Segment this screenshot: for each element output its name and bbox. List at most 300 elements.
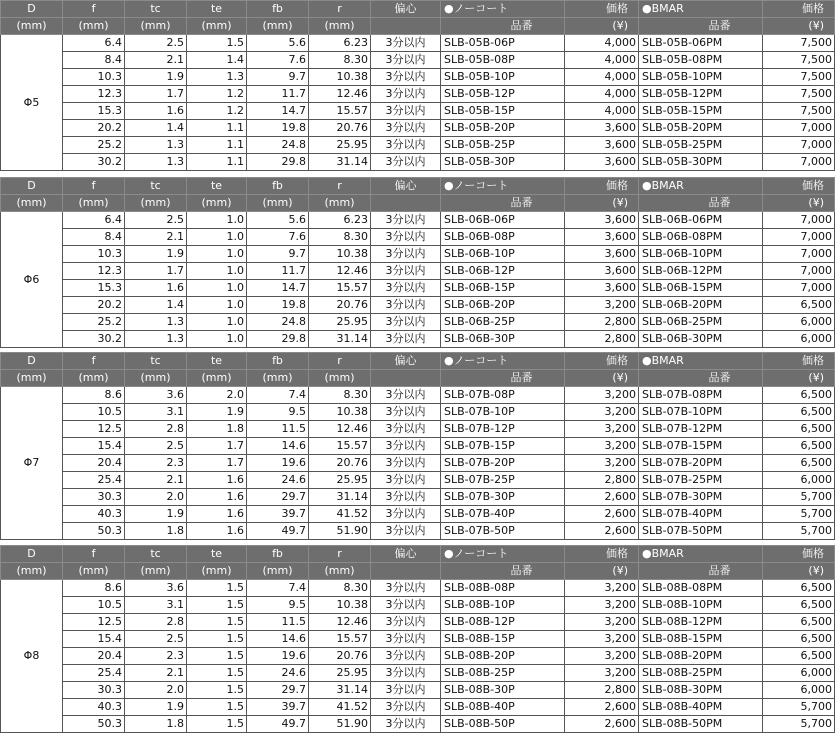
tc-cell: 1.8: [125, 523, 187, 540]
bmar-price-cell: 6,000: [763, 331, 835, 348]
r-cell: 15.57: [309, 631, 371, 648]
nocoat-part-no-cell: SLB-08B-30P: [441, 682, 565, 699]
bmar-part-no-cell: SLB-07B-50PM: [639, 523, 763, 540]
bmar-price-cell: 6,500: [763, 387, 835, 404]
te-cell: 1.6: [187, 489, 247, 506]
tc-cell: 3.6: [125, 580, 187, 597]
te-cell: 1.5: [187, 631, 247, 648]
nocoat-price-cell: 4,000: [565, 103, 639, 120]
nocoat-price-cell: 3,200: [565, 597, 639, 614]
nocoat-part-no-cell: SLB-07B-15P: [441, 438, 565, 455]
bmar-part-no-cell: SLB-07B-12PM: [639, 421, 763, 438]
header-cell: [371, 370, 441, 387]
eccentricity-cell: 3分以内: [371, 69, 441, 86]
header-cell: r: [309, 178, 371, 195]
r-cell: 12.46: [309, 614, 371, 631]
tc-cell: 2.1: [125, 229, 187, 246]
fb-cell: 11.7: [247, 86, 309, 103]
f-cell: 30.2: [63, 154, 125, 171]
header-cell: 価格: [565, 353, 639, 370]
eccentricity-cell: 3分以内: [371, 212, 441, 229]
te-cell: 1.4: [187, 52, 247, 69]
nocoat-part-no-cell: SLB-06B-15P: [441, 280, 565, 297]
header-cell: (mm): [309, 370, 371, 387]
te-cell: 1.3: [187, 69, 247, 86]
r-cell: 51.90: [309, 523, 371, 540]
nocoat-part-no-cell: SLB-07B-50P: [441, 523, 565, 540]
bmar-price-cell: 7,500: [763, 86, 835, 103]
header-row: [1, 370, 835, 387]
table-row: [1, 597, 835, 614]
header-cell: ●ノーコート: [441, 353, 565, 370]
r-cell: 6.23: [309, 212, 371, 229]
bmar-price-cell: 6,500: [763, 438, 835, 455]
diameter-cell: Φ5: [1, 35, 63, 171]
nocoat-part-no-cell: SLB-07B-30P: [441, 489, 565, 506]
header-cell: ●BMAR: [639, 546, 763, 563]
table-row: [1, 438, 835, 455]
bmar-part-no-cell: SLB-05B-10PM: [639, 69, 763, 86]
header-cell: 価格: [565, 546, 639, 563]
fb-cell: 9.7: [247, 69, 309, 86]
spec-table: [0, 352, 835, 540]
r-cell: 20.76: [309, 455, 371, 472]
nocoat-price-cell: 2,600: [565, 716, 639, 733]
r-cell: 10.38: [309, 246, 371, 263]
nocoat-part-no-cell: SLB-08B-08P: [441, 580, 565, 597]
header-row: [1, 353, 835, 370]
bmar-price-cell: 6,000: [763, 314, 835, 331]
bmar-part-no-cell: SLB-07B-40PM: [639, 506, 763, 523]
tc-cell: 1.4: [125, 297, 187, 314]
table-row: [1, 404, 835, 421]
te-cell: 1.0: [187, 280, 247, 297]
spec-table: [0, 177, 835, 348]
nocoat-part-no-cell: SLB-08B-10P: [441, 597, 565, 614]
header-cell: (mm): [63, 370, 125, 387]
f-cell: 12.3: [63, 263, 125, 280]
header-cell: (mm): [125, 563, 187, 580]
table-row: [1, 35, 835, 52]
r-cell: 25.95: [309, 472, 371, 489]
table-row: [1, 280, 835, 297]
header-cell: fb: [247, 178, 309, 195]
header-row: [1, 546, 835, 563]
nocoat-price-cell: 2,800: [565, 331, 639, 348]
header-cell: D: [1, 178, 63, 195]
f-cell: 30.2: [63, 331, 125, 348]
f-cell: 20.4: [63, 455, 125, 472]
f-cell: 6.4: [63, 212, 125, 229]
tc-cell: 1.3: [125, 154, 187, 171]
header-cell: tc: [125, 353, 187, 370]
header-cell: [371, 195, 441, 212]
te-cell: 1.5: [187, 35, 247, 52]
header-cell: 品番: [639, 563, 763, 580]
header-cell: 偏心: [371, 178, 441, 195]
bmar-price-cell: 6,500: [763, 648, 835, 665]
tc-cell: 2.5: [125, 438, 187, 455]
nocoat-part-no-cell: SLB-07B-12P: [441, 421, 565, 438]
bmar-part-no-cell: SLB-08B-40PM: [639, 699, 763, 716]
eccentricity-cell: 3分以内: [371, 472, 441, 489]
eccentricity-cell: 3分以内: [371, 280, 441, 297]
header-cell: 品番: [441, 370, 565, 387]
te-cell: 1.5: [187, 597, 247, 614]
f-cell: 25.4: [63, 472, 125, 489]
r-cell: 6.23: [309, 35, 371, 52]
tc-cell: 2.5: [125, 212, 187, 229]
nocoat-price-cell: 2,800: [565, 314, 639, 331]
fb-cell: 7.6: [247, 52, 309, 69]
header-cell: (¥): [565, 563, 639, 580]
header-cell: ●ノーコート: [441, 178, 565, 195]
f-cell: 20.4: [63, 648, 125, 665]
nocoat-part-no-cell: SLB-05B-30P: [441, 154, 565, 171]
header-row: [1, 563, 835, 580]
header-cell: (mm): [63, 563, 125, 580]
r-cell: 10.38: [309, 69, 371, 86]
fb-cell: 14.6: [247, 631, 309, 648]
f-cell: 10.3: [63, 246, 125, 263]
f-cell: 50.3: [63, 716, 125, 733]
te-cell: 1.7: [187, 438, 247, 455]
bmar-part-no-cell: SLB-06B-08PM: [639, 229, 763, 246]
nocoat-price-cell: 3,200: [565, 297, 639, 314]
table-row: [1, 387, 835, 404]
tc-cell: 2.5: [125, 35, 187, 52]
r-cell: 41.52: [309, 699, 371, 716]
bmar-part-no-cell: SLB-06B-06PM: [639, 212, 763, 229]
table-row: [1, 246, 835, 263]
fb-cell: 19.8: [247, 297, 309, 314]
r-cell: 8.30: [309, 387, 371, 404]
bmar-price-cell: 5,700: [763, 506, 835, 523]
eccentricity-cell: 3分以内: [371, 682, 441, 699]
bmar-price-cell: 7,000: [763, 263, 835, 280]
bmar-part-no-cell: SLB-08B-08PM: [639, 580, 763, 597]
header-row: [1, 195, 835, 212]
header-cell: ●ノーコート: [441, 546, 565, 563]
header-cell: (¥): [763, 370, 835, 387]
bmar-part-no-cell: SLB-06B-12PM: [639, 263, 763, 280]
tc-cell: 2.3: [125, 648, 187, 665]
header-row: [1, 1, 835, 18]
table-row: [1, 229, 835, 246]
nocoat-part-no-cell: SLB-05B-10P: [441, 69, 565, 86]
te-cell: 1.1: [187, 120, 247, 137]
header-cell: f: [63, 1, 125, 18]
tc-cell: 1.4: [125, 120, 187, 137]
fb-cell: 5.6: [247, 35, 309, 52]
tc-cell: 1.9: [125, 506, 187, 523]
header-cell: (mm): [1, 18, 63, 35]
bmar-price-cell: 7,000: [763, 137, 835, 154]
header-cell: f: [63, 178, 125, 195]
eccentricity-cell: 3分以内: [371, 120, 441, 137]
fb-cell: 5.6: [247, 212, 309, 229]
header-cell: 品番: [441, 195, 565, 212]
header-cell: fb: [247, 353, 309, 370]
nocoat-part-no-cell: SLB-07B-08P: [441, 387, 565, 404]
te-cell: 1.2: [187, 86, 247, 103]
bmar-price-cell: 6,500: [763, 297, 835, 314]
bmar-part-no-cell: SLB-06B-15PM: [639, 280, 763, 297]
f-cell: 30.3: [63, 682, 125, 699]
bmar-price-cell: 7,000: [763, 246, 835, 263]
r-cell: 15.57: [309, 280, 371, 297]
nocoat-part-no-cell: SLB-05B-25P: [441, 137, 565, 154]
eccentricity-cell: 3分以内: [371, 631, 441, 648]
header-cell: (mm): [187, 18, 247, 35]
header-cell: (mm): [1, 195, 63, 212]
table-row: [1, 69, 835, 86]
nocoat-price-cell: 3,600: [565, 154, 639, 171]
f-cell: 30.3: [63, 489, 125, 506]
bmar-part-no-cell: SLB-05B-12PM: [639, 86, 763, 103]
header-cell: fb: [247, 546, 309, 563]
header-cell: r: [309, 546, 371, 563]
bmar-part-no-cell: SLB-05B-15PM: [639, 103, 763, 120]
te-cell: 1.8: [187, 421, 247, 438]
nocoat-part-no-cell: SLB-08B-25P: [441, 665, 565, 682]
bmar-part-no-cell: SLB-06B-30PM: [639, 331, 763, 348]
header-cell: (mm): [125, 370, 187, 387]
tc-cell: 1.9: [125, 246, 187, 263]
header-cell: 品番: [639, 18, 763, 35]
te-cell: 1.7: [187, 455, 247, 472]
header-cell: D: [1, 353, 63, 370]
nocoat-price-cell: 2,800: [565, 472, 639, 489]
fb-cell: 24.6: [247, 472, 309, 489]
bmar-price-cell: 6,500: [763, 614, 835, 631]
header-cell: [371, 563, 441, 580]
header-cell: 品番: [639, 195, 763, 212]
bmar-price-cell: 6,500: [763, 580, 835, 597]
te-cell: 1.0: [187, 212, 247, 229]
bmar-price-cell: 6,500: [763, 455, 835, 472]
table-row: [1, 699, 835, 716]
r-cell: 20.76: [309, 120, 371, 137]
nocoat-part-no-cell: SLB-08B-12P: [441, 614, 565, 631]
header-cell: (mm): [309, 18, 371, 35]
eccentricity-cell: 3分以内: [371, 331, 441, 348]
eccentricity-cell: 3分以内: [371, 103, 441, 120]
nocoat-price-cell: 3,600: [565, 212, 639, 229]
header-cell: (mm): [247, 18, 309, 35]
eccentricity-cell: 3分以内: [371, 438, 441, 455]
r-cell: 8.30: [309, 580, 371, 597]
te-cell: 1.6: [187, 506, 247, 523]
fb-cell: 29.8: [247, 331, 309, 348]
header-cell: 価格: [565, 1, 639, 18]
te-cell: 1.5: [187, 699, 247, 716]
bmar-price-cell: 7,000: [763, 154, 835, 171]
header-cell: te: [187, 178, 247, 195]
header-cell: (mm): [63, 195, 125, 212]
bmar-part-no-cell: SLB-08B-10PM: [639, 597, 763, 614]
nocoat-price-cell: 3,600: [565, 120, 639, 137]
eccentricity-cell: 3分以内: [371, 421, 441, 438]
r-cell: 10.38: [309, 404, 371, 421]
te-cell: 1.1: [187, 154, 247, 171]
bmar-price-cell: 7,500: [763, 69, 835, 86]
te-cell: 1.9: [187, 404, 247, 421]
header-cell: (mm): [1, 563, 63, 580]
nocoat-price-cell: 4,000: [565, 35, 639, 52]
f-cell: 8.4: [63, 229, 125, 246]
header-cell: (mm): [247, 370, 309, 387]
nocoat-part-no-cell: SLB-08B-40P: [441, 699, 565, 716]
bmar-part-no-cell: SLB-05B-08PM: [639, 52, 763, 69]
nocoat-part-no-cell: SLB-05B-12P: [441, 86, 565, 103]
te-cell: 1.0: [187, 263, 247, 280]
diameter-cell: Φ7: [1, 387, 63, 540]
header-row: [1, 178, 835, 195]
header-cell: (mm): [63, 18, 125, 35]
bmar-price-cell: 5,700: [763, 716, 835, 733]
bmar-price-cell: 7,000: [763, 120, 835, 137]
tc-cell: 3.6: [125, 387, 187, 404]
spec-table: [0, 0, 835, 171]
header-cell: D: [1, 546, 63, 563]
fb-cell: 29.8: [247, 154, 309, 171]
r-cell: 31.14: [309, 154, 371, 171]
tc-cell: 1.3: [125, 137, 187, 154]
table-row: [1, 455, 835, 472]
nocoat-part-no-cell: SLB-07B-10P: [441, 404, 565, 421]
bmar-part-no-cell: SLB-06B-10PM: [639, 246, 763, 263]
nocoat-price-cell: 4,000: [565, 69, 639, 86]
te-cell: 1.5: [187, 648, 247, 665]
eccentricity-cell: 3分以内: [371, 580, 441, 597]
fb-cell: 39.7: [247, 506, 309, 523]
header-cell: tc: [125, 1, 187, 18]
tc-cell: 2.5: [125, 631, 187, 648]
fb-cell: 9.7: [247, 246, 309, 263]
bmar-price-cell: 5,700: [763, 489, 835, 506]
tc-cell: 1.8: [125, 716, 187, 733]
r-cell: 10.38: [309, 597, 371, 614]
fb-cell: 7.4: [247, 580, 309, 597]
te-cell: 1.6: [187, 472, 247, 489]
header-cell: D: [1, 1, 63, 18]
tc-cell: 2.1: [125, 665, 187, 682]
tc-cell: 3.1: [125, 597, 187, 614]
bmar-price-cell: 6,000: [763, 472, 835, 489]
header-cell: (mm): [1, 370, 63, 387]
eccentricity-cell: 3分以内: [371, 314, 441, 331]
tc-cell: 2.0: [125, 489, 187, 506]
te-cell: 1.0: [187, 331, 247, 348]
eccentricity-cell: 3分以内: [371, 455, 441, 472]
te-cell: 1.0: [187, 297, 247, 314]
r-cell: 8.30: [309, 52, 371, 69]
f-cell: 12.5: [63, 421, 125, 438]
nocoat-part-no-cell: SLB-06B-30P: [441, 331, 565, 348]
header-cell: (mm): [125, 18, 187, 35]
fb-cell: 39.7: [247, 699, 309, 716]
table-row: [1, 489, 835, 506]
f-cell: 6.4: [63, 35, 125, 52]
bmar-price-cell: 5,700: [763, 523, 835, 540]
eccentricity-cell: 3分以内: [371, 506, 441, 523]
f-cell: 40.3: [63, 506, 125, 523]
header-cell: (mm): [247, 195, 309, 212]
bmar-part-no-cell: SLB-07B-30PM: [639, 489, 763, 506]
nocoat-part-no-cell: SLB-06B-25P: [441, 314, 565, 331]
f-cell: 15.3: [63, 280, 125, 297]
table-row: [1, 523, 835, 540]
nocoat-part-no-cell: SLB-06B-12P: [441, 263, 565, 280]
tc-cell: 1.3: [125, 314, 187, 331]
table-row: [1, 212, 835, 229]
header-cell: 品番: [441, 563, 565, 580]
table-row: [1, 314, 835, 331]
table-row: [1, 86, 835, 103]
header-cell: f: [63, 353, 125, 370]
tc-cell: 1.6: [125, 103, 187, 120]
fb-cell: 7.4: [247, 387, 309, 404]
eccentricity-cell: 3分以内: [371, 154, 441, 171]
eccentricity-cell: 3分以内: [371, 665, 441, 682]
tc-cell: 1.9: [125, 699, 187, 716]
table-row: [1, 421, 835, 438]
r-cell: 12.46: [309, 263, 371, 280]
header-cell: (mm): [187, 563, 247, 580]
header-cell: tc: [125, 178, 187, 195]
table-row: [1, 472, 835, 489]
f-cell: 15.3: [63, 103, 125, 120]
r-cell: 15.57: [309, 438, 371, 455]
fb-cell: 24.8: [247, 314, 309, 331]
header-cell: 価格: [565, 178, 639, 195]
header-cell: fb: [247, 1, 309, 18]
table-row: [1, 614, 835, 631]
tc-cell: 2.8: [125, 614, 187, 631]
header-cell: 価格: [763, 353, 835, 370]
te-cell: 1.5: [187, 682, 247, 699]
f-cell: 10.3: [63, 69, 125, 86]
header-cell: 価格: [763, 1, 835, 18]
te-cell: 1.0: [187, 229, 247, 246]
table-row: [1, 297, 835, 314]
r-cell: 51.90: [309, 716, 371, 733]
bmar-part-no-cell: SLB-08B-50PM: [639, 716, 763, 733]
bmar-part-no-cell: SLB-08B-20PM: [639, 648, 763, 665]
te-cell: 1.6: [187, 523, 247, 540]
eccentricity-cell: 3分以内: [371, 404, 441, 421]
f-cell: 25.2: [63, 314, 125, 331]
eccentricity-cell: 3分以内: [371, 387, 441, 404]
header-cell: ●BMAR: [639, 353, 763, 370]
r-cell: 25.95: [309, 137, 371, 154]
fb-cell: 14.7: [247, 103, 309, 120]
fb-cell: 11.7: [247, 263, 309, 280]
bmar-part-no-cell: SLB-06B-25PM: [639, 314, 763, 331]
eccentricity-cell: 3分以内: [371, 699, 441, 716]
fb-cell: 49.7: [247, 523, 309, 540]
f-cell: 8.6: [63, 580, 125, 597]
te-cell: 1.5: [187, 614, 247, 631]
r-cell: 8.30: [309, 229, 371, 246]
nocoat-price-cell: 3,200: [565, 580, 639, 597]
nocoat-price-cell: 3,200: [565, 387, 639, 404]
f-cell: 50.3: [63, 523, 125, 540]
fb-cell: 24.8: [247, 137, 309, 154]
tc-cell: 1.9: [125, 69, 187, 86]
f-cell: 25.4: [63, 665, 125, 682]
